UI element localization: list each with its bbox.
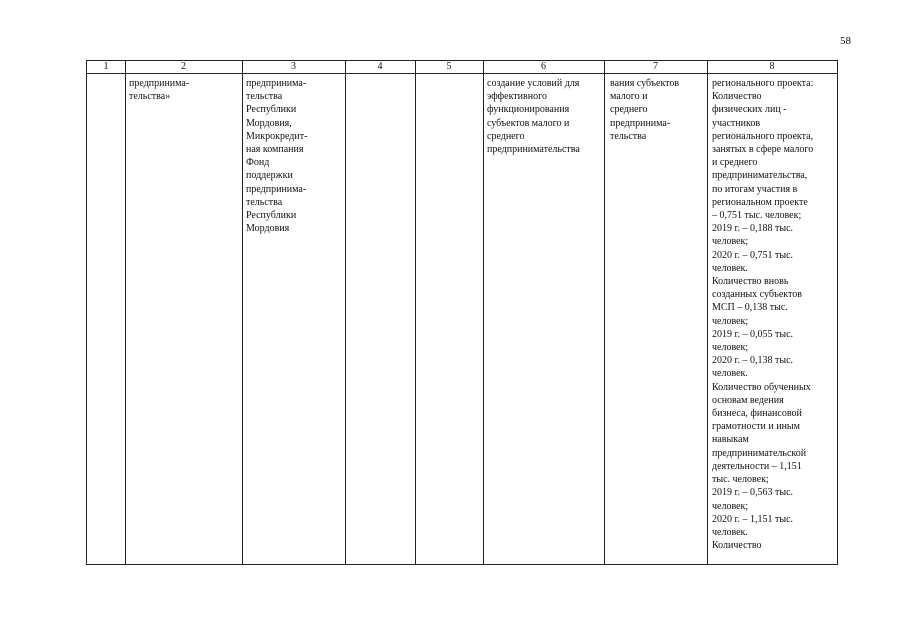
column-divider — [483, 61, 484, 564]
column-header-4: 4 — [377, 61, 383, 72]
cell-col3: предпринима- тельства Республики Мордовия, Микрокредит- ная компания Фонд поддержки предпринима- тельства Республики Мордовия — [246, 78, 308, 235]
column-divider — [707, 61, 708, 564]
cell-col2: предпринима- тельства» — [129, 78, 190, 103]
cell-col6: создание условий для эффективного функционирования субъектов малого и среднего предпринимательства — [487, 78, 580, 156]
header-divider — [87, 73, 837, 74]
column-divider — [242, 61, 243, 564]
column-divider — [604, 61, 605, 564]
column-header-7: 7 — [653, 61, 658, 72]
column-divider — [125, 61, 126, 564]
column-header-1: 1 — [103, 61, 109, 72]
cell-col7: вания субъектов малого и среднего предпринима- тельства — [610, 78, 680, 142]
column-header-5: 5 — [446, 61, 452, 72]
column-header-8: 8 — [769, 61, 775, 72]
column-header-6: 6 — [541, 61, 546, 72]
column-divider — [345, 61, 346, 564]
cell-col8: регионального проекта: Количество физических лиц - участников регионального проекта, занятых в сфере малого и среднего предпринимательства, по итогам участия в региональном проекте – 0,751 тыс. человек; 2019 г. – 0,188 тыс. человек; 2020 г. – 0,751 тыс. человек. Количество вновь созданных субъектов МСП – 0,138 тыс. человек; 2019 г. – 0,055 тыс. человек; 2020 г. – 0,138 тыс. человек. Количество обученных основам ведения бизнеса, финансовой грамотности и иным навыкам предпринимательской деятельности – 1,151 тыс. человек; 2019 г. – 0,563 тыс. человек; 2020 г. – 1,151 тыс. человек. Количество — [712, 78, 814, 552]
page-number: 58 — [840, 35, 851, 47]
column-header-3: 3 — [291, 61, 296, 72]
column-divider — [415, 61, 416, 564]
data-table — [86, 60, 838, 565]
column-header-2: 2 — [181, 61, 186, 72]
